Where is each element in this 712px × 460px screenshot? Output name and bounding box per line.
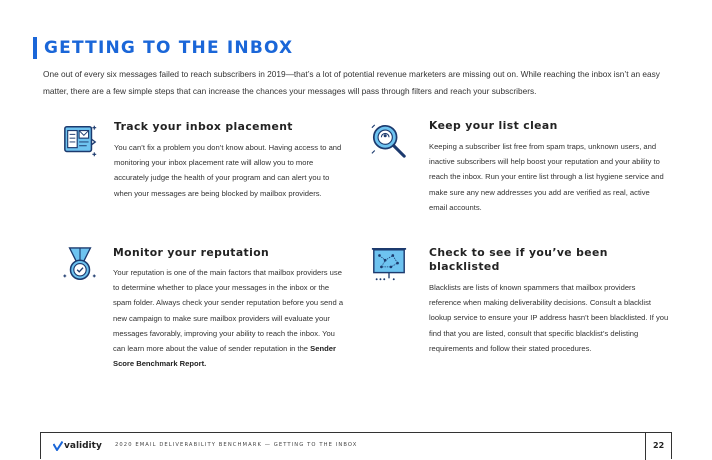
title-accent-bar [33,37,37,59]
section-title-clean: Keep your list clean [429,119,558,132]
page-header [33,37,293,59]
magnifier-icon [370,122,408,160]
footer-caption: 2020 EMAIL DELIVERABILITY BENCHMARK — GETTING TO THE INBOX [115,442,358,448]
page-number: 22 [653,441,665,450]
footer-divider [645,433,646,460]
validity-check-icon [53,441,63,451]
board-icon [370,246,408,284]
page-footer [40,432,672,459]
section-title-track: Track your inbox placement [114,120,293,133]
section-body-track: You can’t fix a problem you don’t know about. Having access to and monitoring your inbox placement rate will allow you to more accurately judge the health of your program and can alert you to when your messages are being blocked by mailbox providers. [114,143,342,198]
validity-logo [53,441,102,451]
medal-icon [61,246,99,284]
section-body-reputation: Your reputation is one of the main factors that mailbox providers use to determine whether to place your messages in the inbox or the spam folder. Always check your sender reputation before you send a new campaign to make sure mailbox providers will evaluate your messages favorably, improving your ability to reach the inbox. You can learn more about the value of sender reputation in the Sender Score Benchmark Report. [113,268,344,369]
logo-text: validity [64,441,102,451]
section-body-clean: Keeping a subscriber list free from spam traps, unknown users, and inactive subscribers will help boost your reputation and your ability to reach the inbox. Run your entire list through a list hygiene service and make sure any new addresses you add are verified as real, active email accounts. [429,142,664,212]
intro-paragraph: One out of every six messages failed to reach subscribers in 2019—that’s a lot of potential revenue marketers are missing out on. While reaching the inbox isn’t an easy matter, there are a few simple steps that can increase the chances your messages will pass through filters and reach your subscribers. [43,69,660,96]
page-title: GETTING TO THE INBOX [44,38,294,58]
section-title-reputation: Monitor your reputation [113,246,270,259]
inbox-placement-icon [62,122,100,160]
section-body-blacklist: Blacklists are lists of known spammers that mailbox providers reference when making deliverability decisions. Consult a blacklist lookup service to ensure your IP address hasn’t been blacklisted. If you find that you are listed, consult that specific blacklist’s delisting requirements and follow their stated procedures. [429,283,669,353]
sender-score-link[interactable]: Sender Score Benchmark Report. [113,344,336,369]
section-title-blacklist: Check to see if you’ve been blacklisted [429,246,608,273]
